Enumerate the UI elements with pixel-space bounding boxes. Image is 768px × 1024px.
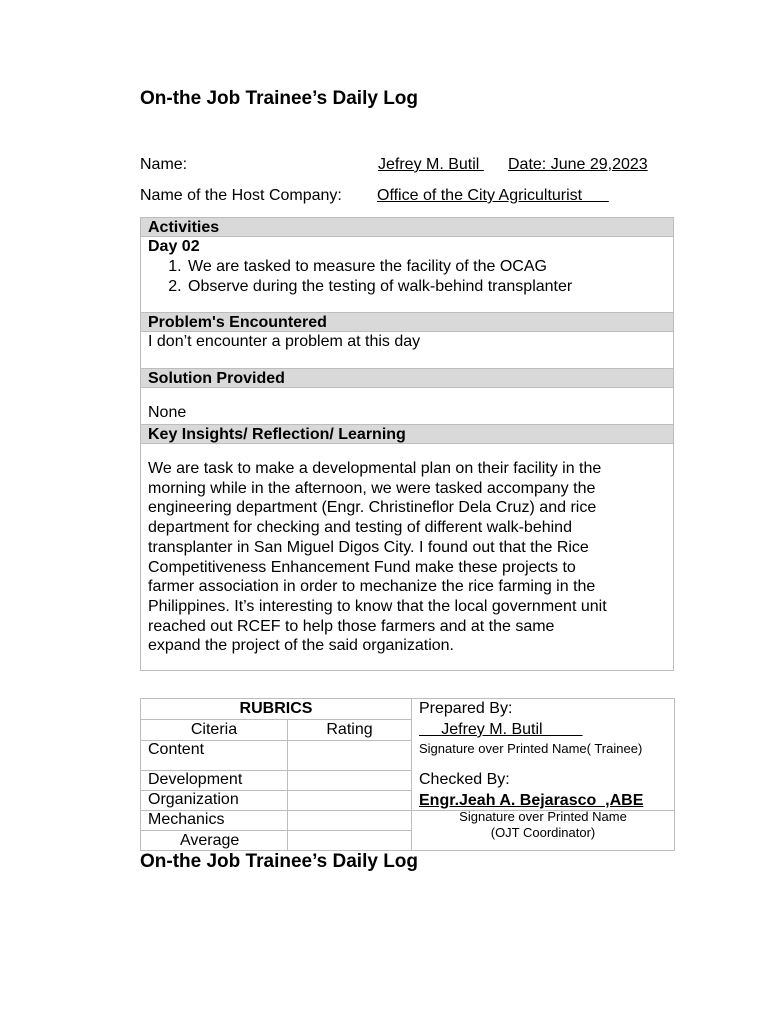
page-title: On-the Job Trainee’s Daily Log — [140, 88, 419, 109]
insights-line: engineering department (Engr. Christineflor Dela Cruz) and rice — [148, 499, 597, 517]
next-page-title: On-the Job Trainee’s Daily Log — [140, 851, 419, 872]
solution-text: None — [148, 404, 187, 421]
prepared-by-label: Prepared By: — [419, 700, 513, 717]
list-item: 2. Observe during the testing of walk-behind transplanter — [186, 277, 673, 297]
activities-section — [140, 217, 674, 313]
insights-line: expand the project of the said organization. — [148, 637, 454, 655]
prepared-by-name: Jefrey M. Butil — [419, 721, 583, 738]
checked-by-caption-role: (OJT Coordinator) — [490, 825, 596, 840]
problems-section — [140, 312, 674, 368]
insights-line: reached out RCEF to help those farmers and at the same — [148, 617, 555, 635]
insights-line: department for checking and testing of different walk-behind — [148, 519, 572, 537]
solution-header: Solution Provided — [141, 368, 673, 388]
rubrics-title: RUBRICS — [239, 700, 313, 717]
insights-line: We are task to make a developmental plan on their facility in the — [148, 460, 602, 477]
rubric-row-organization: Organization — [148, 791, 239, 808]
insights-header: Key Insights/ Reflection/ Learning — [141, 424, 673, 444]
activities-list — [141, 257, 673, 297]
host-company-label: Name of the Host Company: — [140, 187, 342, 204]
problems-header: Problem's Encountered — [141, 312, 673, 332]
host-company-value: Office of the City Agriculturist — [377, 187, 609, 204]
rubrics-table — [140, 698, 675, 851]
solution-section — [140, 368, 674, 424]
problems-text: I don’t encounter a problem at this day — [148, 333, 421, 350]
insights-section — [140, 424, 674, 671]
rubric-row-average: Average — [180, 832, 240, 849]
insights-line: transplanter in San Miguel Digos City. I found out that the Rice — [148, 538, 589, 556]
list-item: 1. We are tasked to measure the facility of the OCAG — [186, 257, 673, 277]
insights-line: Philippines. It’s interesting to know that the local government unit — [148, 597, 607, 615]
checked-by-name: Engr.Jeah A. Bejarasco ,ABE — [419, 792, 644, 809]
checked-by-label: Checked By: — [419, 771, 510, 788]
prepared-by-caption: Signature over Printed Name( Trainee) — [419, 741, 643, 756]
name-label: Name: — [140, 156, 188, 173]
date-value: Date: June 29,2023 — [508, 156, 648, 173]
insights-line: Competitiveness Enhancement Fund make these projects to — [148, 558, 576, 576]
checked-by-caption: Signature over Printed Name — [459, 809, 627, 824]
day-label: Day 02 — [148, 238, 200, 255]
criteria-column-header: Citeria — [190, 721, 238, 738]
rubric-row-development: Development — [148, 771, 243, 788]
insights-text — [141, 459, 673, 656]
activities-header: Activities — [141, 217, 673, 237]
name-value: Jefrey M. Butil — [378, 156, 484, 173]
insights-line: farmer association in order to mechanize the rice farming in the — [148, 578, 596, 596]
rating-column-header: Rating — [326, 721, 373, 738]
rubric-row-content: Content — [148, 741, 205, 758]
insights-line: morning while in the afternoon, we were tasked accompany the — [148, 479, 596, 497]
rubric-row-mechanics: Mechanics — [148, 811, 225, 828]
